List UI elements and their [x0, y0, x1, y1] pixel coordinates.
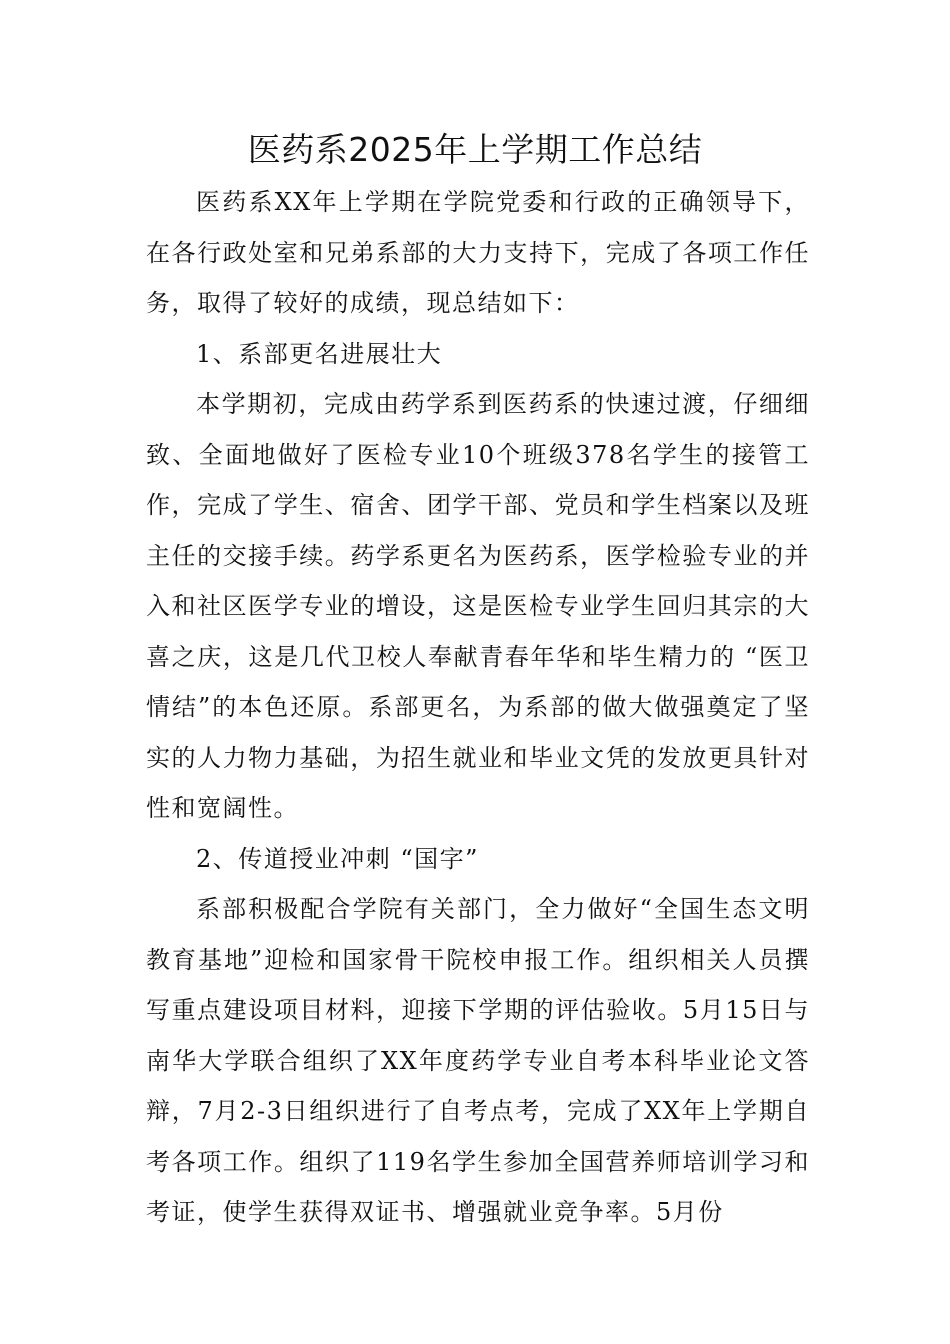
section-paragraph-1: 本学期初，完成由药学系到医药系的快速过渡，仔细细致、全面地做好了医检专业10个班级378名学生的接管工作，完成了学生、宿舍、团学干部、党员和学生档案以及班主任的交接手续。药学系更名为医药系，医学检验专业的并入和社区医学专业的增设，这是医检专业学生回归其宗的大喜之庆，这是几代卫校人奉献青春年华和毕生精力的 “医卫情结”的本色还原。系部更名，为系部的做大做强奠定了坚实的人力物力基础，为招生就业和毕业文凭的发放更具针对性和宽阔性。	[146, 390, 810, 822]
section-heading-1: 1、系部更名进展壮大	[196, 339, 443, 368]
section-paragraph-2: 系部积极配合学院有关部门，全力做好“全国生态文明教育基地”迎检和国家骨干院校申报工作。组织相关人员撰写重点建设项目材料，迎接下学期的评估验收。5月15日与南华大学联合组织了XX年度药学专业自考本科毕业论文答辩，7月2-3日组织进行了自考点考，完成了XX年上学期自考各项工作。组织了119名学生参加全国营养师培训学习和考证，使学生获得双证书、增强就业竞争率。5月份	[146, 895, 810, 1226]
intro-paragraph: 医药系XX年上学期在学院党委和行政的正确领导下，在各行政处室和兄弟系部的大力支持下，完成了各项工作任务，取得了较好的成绩，现总结如下：	[146, 188, 810, 317]
document-title: 医药系2025年上学期工作总结	[247, 130, 703, 169]
document-body	[146, 177, 810, 1238]
section-heading-2: 2、传道授业冲刺 “国字”	[196, 844, 479, 873]
